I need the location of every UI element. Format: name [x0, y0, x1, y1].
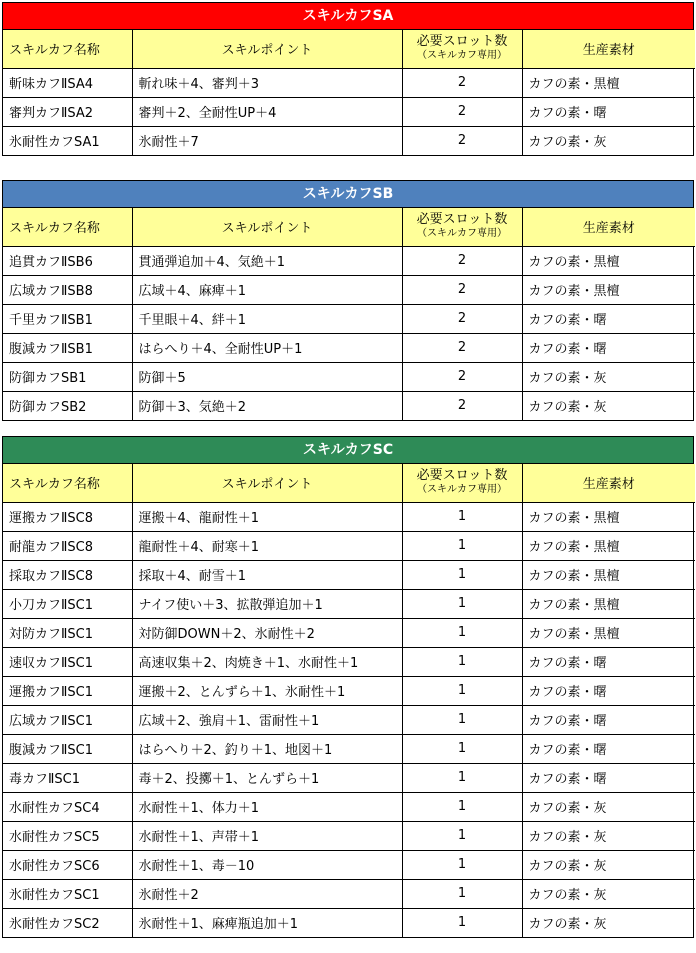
- cell-slots: 2: [402, 362, 522, 391]
- header-row: [3, 464, 695, 502]
- header-slots-sub: （スキルカフ専用）: [417, 227, 507, 239]
- table-row: [3, 333, 695, 362]
- cell-points: 審判＋2、全耐性UP＋4: [132, 97, 402, 126]
- cell-material: カフの素・黒檀: [522, 275, 695, 304]
- cell-slots: 2: [402, 246, 522, 275]
- cell-points: 千里眼＋4、絆＋1: [132, 304, 402, 333]
- table-row: [3, 246, 695, 275]
- cell-name: 審判カフⅡSA2: [3, 97, 132, 126]
- cell-material: カフの素・曙: [522, 763, 695, 792]
- cell-material: カフの素・灰: [522, 850, 695, 879]
- table-row: [3, 97, 695, 126]
- section-sa: [2, 2, 694, 156]
- cell-name: 腹減カフⅡSB1: [3, 333, 132, 362]
- cell-points: 運搬＋2、とんずら＋1、氷耐性＋1: [132, 676, 402, 705]
- cell-points: 貫通弾追加＋4、気絶＋1: [132, 246, 402, 275]
- cell-slots: 1: [402, 850, 522, 879]
- cell-points: 氷耐性＋1、麻痺瓶追加＋1: [132, 908, 402, 937]
- cell-points: 防御＋5: [132, 362, 402, 391]
- cell-name: 速収カフⅡSC1: [3, 647, 132, 676]
- cell-points: ナイフ使い＋3、拡散弾追加＋1: [132, 589, 402, 618]
- cell-points: 水耐性＋1、毒－10: [132, 850, 402, 879]
- cell-points: 対防御DOWN＋2、氷耐性＋2: [132, 618, 402, 647]
- cell-material: カフの素・灰: [522, 391, 695, 420]
- header-slots: [402, 208, 522, 246]
- section-title: スキルカフSA: [3, 3, 693, 30]
- skill-table: [3, 208, 695, 420]
- table-row: [3, 502, 695, 531]
- cell-material: カフの素・灰: [522, 362, 695, 391]
- table-row: [3, 676, 695, 705]
- cell-material: カフの素・灰: [522, 879, 695, 908]
- cell-name: 運搬カフⅡSC1: [3, 676, 132, 705]
- cell-slots: 1: [402, 618, 522, 647]
- cell-points: 水耐性＋1、体力＋1: [132, 792, 402, 821]
- table-body: [3, 502, 695, 937]
- cell-material: カフの素・曙: [522, 333, 695, 362]
- cell-name: 小刀カフⅡSC1: [3, 589, 132, 618]
- cell-material: カフの素・曙: [522, 734, 695, 763]
- cell-name: 毒カフⅡSC1: [3, 763, 132, 792]
- cell-material: カフの素・曙: [522, 676, 695, 705]
- cell-points: 氷耐性＋7: [132, 126, 402, 155]
- table-row: [3, 391, 695, 420]
- skill-table: [3, 30, 695, 155]
- cell-slots: 2: [402, 333, 522, 362]
- cell-material: カフの素・灰: [522, 126, 695, 155]
- cell-slots: 1: [402, 763, 522, 792]
- cell-name: 対防カフⅡSC1: [3, 618, 132, 647]
- table-row: [3, 908, 695, 937]
- cell-slots: 2: [402, 275, 522, 304]
- table-row: [3, 647, 695, 676]
- table-row: [3, 850, 695, 879]
- header-slots-sub: （スキルカフ専用）: [417, 49, 507, 61]
- cell-name: 斬味カフⅡSA4: [3, 68, 132, 97]
- cell-material: カフの素・曙: [522, 705, 695, 734]
- cell-name: 水耐性カフSC4: [3, 792, 132, 821]
- cell-name: 広域カフⅡSC1: [3, 705, 132, 734]
- cell-material: カフの素・黒檀: [522, 618, 695, 647]
- cell-slots: 2: [402, 391, 522, 420]
- cell-slots: 1: [402, 502, 522, 531]
- header-row: [3, 208, 695, 246]
- header-material: 生産素材: [522, 30, 695, 68]
- cell-slots: 1: [402, 705, 522, 734]
- cell-name: 氷耐性カフSA1: [3, 126, 132, 155]
- header-row: [3, 30, 695, 68]
- table-body: [3, 68, 695, 155]
- cell-material: カフの素・黒檀: [522, 589, 695, 618]
- table-row: [3, 531, 695, 560]
- table-row: [3, 304, 695, 333]
- skill-table: [3, 464, 695, 937]
- table-row: [3, 560, 695, 589]
- cell-slots: 1: [402, 531, 522, 560]
- table-row: [3, 792, 695, 821]
- header-points: スキルポイント: [132, 208, 402, 246]
- table-row: [3, 821, 695, 850]
- cell-name: 千里カフⅡSB1: [3, 304, 132, 333]
- header-slots: [402, 30, 522, 68]
- cell-material: カフの素・曙: [522, 304, 695, 333]
- header-points: スキルポイント: [132, 464, 402, 502]
- cell-name: 氷耐性カフSC1: [3, 879, 132, 908]
- cell-slots: 1: [402, 821, 522, 850]
- cell-material: カフの素・黒檀: [522, 531, 695, 560]
- section-title: スキルカフSC: [3, 437, 693, 464]
- header-slots: [402, 464, 522, 502]
- cell-material: カフの素・曙: [522, 647, 695, 676]
- cell-points: 防御＋3、気絶＋2: [132, 391, 402, 420]
- cell-points: 運搬＋4、龍耐性＋1: [132, 502, 402, 531]
- cell-points: 高速収集＋2、肉焼き＋1、水耐性＋1: [132, 647, 402, 676]
- cell-slots: 1: [402, 560, 522, 589]
- cell-points: 採取＋4、耐雪＋1: [132, 560, 402, 589]
- header-name: スキルカフ名称: [3, 30, 132, 68]
- cell-slots: 2: [402, 126, 522, 155]
- cell-slots: 2: [402, 304, 522, 333]
- cell-slots: 1: [402, 879, 522, 908]
- cell-points: 毒＋2、投擲＋1、とんずら＋1: [132, 763, 402, 792]
- cell-name: 耐龍カフⅡSC8: [3, 531, 132, 560]
- header-name: スキルカフ名称: [3, 208, 132, 246]
- cell-points: 氷耐性＋2: [132, 879, 402, 908]
- header-name: スキルカフ名称: [3, 464, 132, 502]
- cell-name: 氷耐性カフSC2: [3, 908, 132, 937]
- header-material: 生産素材: [522, 208, 695, 246]
- cell-name: 防御カフSB1: [3, 362, 132, 391]
- cell-slots: 2: [402, 68, 522, 97]
- cell-slots: 1: [402, 908, 522, 937]
- table-row: [3, 879, 695, 908]
- header-material: 生産素材: [522, 464, 695, 502]
- cell-name: 腹減カフⅡSC1: [3, 734, 132, 763]
- header-slots-sub: （スキルカフ専用）: [417, 483, 507, 495]
- cell-material: カフの素・黒檀: [522, 560, 695, 589]
- cell-slots: 1: [402, 734, 522, 763]
- table-row: [3, 275, 695, 304]
- cell-points: 広域＋2、強肩＋1、雷耐性＋1: [132, 705, 402, 734]
- table-row: [3, 705, 695, 734]
- cell-material: カフの素・黒檀: [522, 68, 695, 97]
- table-row: [3, 763, 695, 792]
- cell-name: 運搬カフⅡSC8: [3, 502, 132, 531]
- section-sc: [2, 436, 694, 938]
- cell-slots: 1: [402, 676, 522, 705]
- cell-material: カフの素・曙: [522, 97, 695, 126]
- header-points: スキルポイント: [132, 30, 402, 68]
- cell-name: 防御カフSB2: [3, 391, 132, 420]
- table-row: [3, 362, 695, 391]
- cell-name: 水耐性カフSC5: [3, 821, 132, 850]
- cell-points: 斬れ味＋4、審判＋3: [132, 68, 402, 97]
- cell-points: 水耐性＋1、声帯＋1: [132, 821, 402, 850]
- cell-material: カフの素・黒檀: [522, 502, 695, 531]
- section-sb: [2, 180, 694, 421]
- cell-name: 水耐性カフSC6: [3, 850, 132, 879]
- table-row: [3, 126, 695, 155]
- cell-material: カフの素・灰: [522, 821, 695, 850]
- cell-slots: 2: [402, 97, 522, 126]
- cell-slots: 1: [402, 792, 522, 821]
- cell-name: 採取カフⅡSC8: [3, 560, 132, 589]
- cell-material: カフの素・灰: [522, 908, 695, 937]
- header-slots-label: 必要スロット数: [416, 467, 508, 483]
- cell-slots: 1: [402, 647, 522, 676]
- cell-material: カフの素・灰: [522, 792, 695, 821]
- cell-points: はらへり＋2、釣り＋1、地図＋1: [132, 734, 402, 763]
- table-row: [3, 734, 695, 763]
- cell-material: カフの素・黒檀: [522, 246, 695, 275]
- cell-name: 追貫カフⅡSB6: [3, 246, 132, 275]
- cell-points: 龍耐性＋4、耐寒＋1: [132, 531, 402, 560]
- table-row: [3, 68, 695, 97]
- cell-slots: 1: [402, 589, 522, 618]
- table-row: [3, 618, 695, 647]
- header-slots-label: 必要スロット数: [416, 211, 508, 227]
- cell-points: 広域＋4、麻痺＋1: [132, 275, 402, 304]
- cell-name: 広域カフⅡSB8: [3, 275, 132, 304]
- section-title: スキルカフSB: [3, 181, 693, 208]
- cell-points: はらへり＋4、全耐性UP＋1: [132, 333, 402, 362]
- header-slots-label: 必要スロット数: [416, 33, 508, 49]
- table-row: [3, 589, 695, 618]
- table-body: [3, 246, 695, 420]
